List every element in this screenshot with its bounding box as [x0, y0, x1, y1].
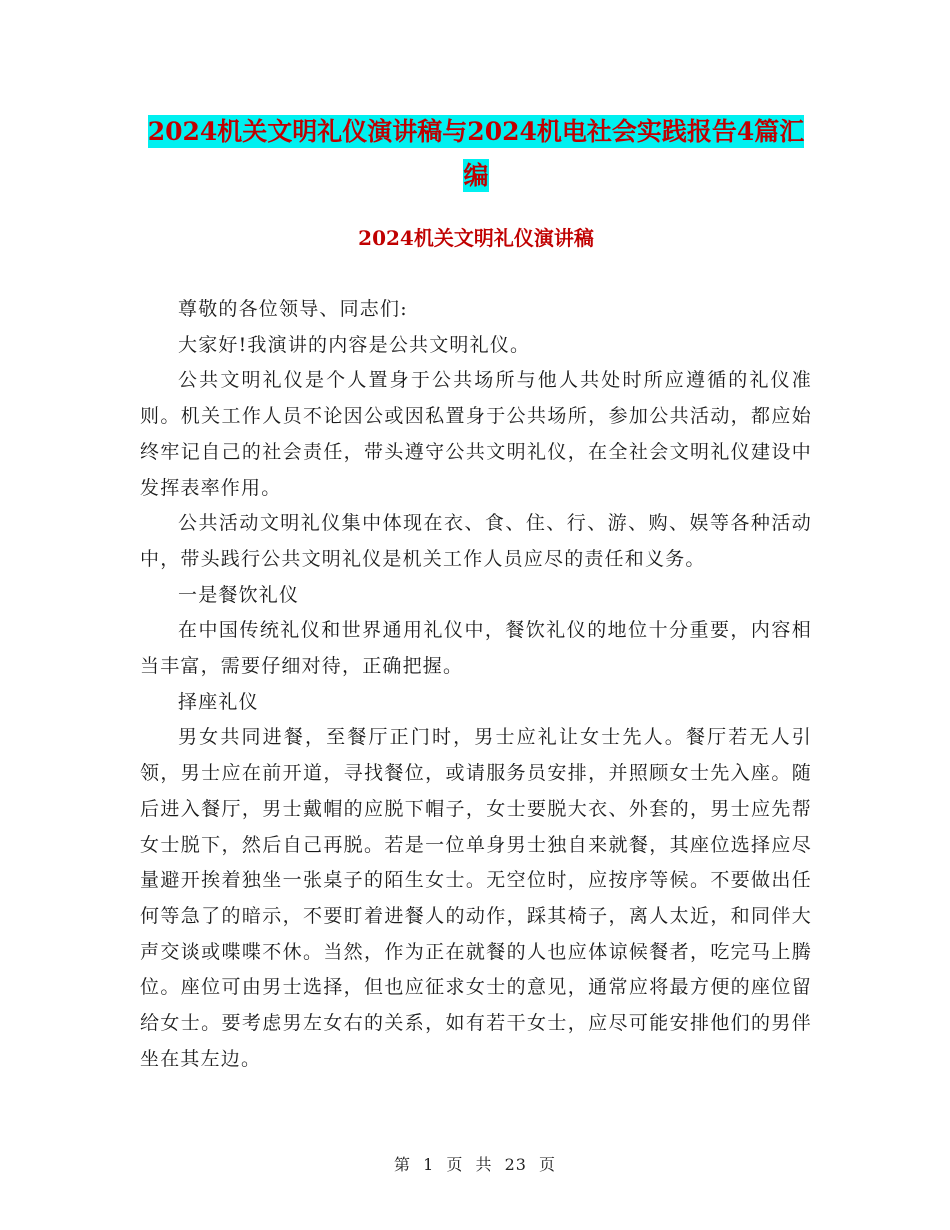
document-title-text: 2024机关文明礼仪演讲稿与2024机电社会实践报告4篇汇编: [147, 117, 805, 190]
footer-page-unit: 页: [446, 1155, 464, 1174]
subheading: 一是餐饮礼仪: [178, 583, 300, 606]
paragraph: 公共文明礼仪是个人置身于公共场所与他人共处时所应遵循的礼仪准则。机关工作人员不论因公或因私置身于公共场所，参加公共活动，都应始终牢记自己的社会责任，带头遵守公共文明礼仪，在全社会文明礼仪建设中发挥表率作用。: [140, 369, 812, 499]
document-title: [140, 110, 812, 198]
subheading: 择座礼仪: [178, 690, 259, 713]
footer-total-pages: 23: [504, 1155, 527, 1174]
paragraph-greeting: 大家好!我演讲的内容是公共文明礼仪。: [178, 333, 531, 356]
document-body: [140, 292, 812, 1077]
paragraph: 在中国传统礼仪和世界通用礼仪中，餐饮礼仪的地位十分重要，内容相当丰富，需要仔细对待，正确把握。: [140, 619, 812, 678]
footer-page-label: 第: [393, 1155, 411, 1174]
paragraph-salutation: 尊敬的各位领导、同志们:: [178, 298, 408, 320]
section-title: 2024机关文明礼仪演讲稿: [358, 226, 594, 250]
footer-current-page: 1: [423, 1155, 435, 1174]
paragraph: 公共活动文明礼仪集中体现在衣、食、住、行、游、购、娱等各种活动中，带头践行公共文明礼仪是机关工作人员应尽的责任和义务。: [140, 512, 812, 570]
footer-total-label: 共: [475, 1155, 493, 1174]
page-footer: [0, 1152, 950, 1175]
footer-total-unit: 页: [539, 1155, 557, 1174]
paragraph: 男女共同进餐，至餐厅正门时，男士应礼让女士先人。餐厅若无人引领，男士应在前开道，寻找餐位，或请服务员安排，并照顾女士先入座。随后进入餐厅，男士戴帽的应脱下帽子，女士要脱大衣、外套的，男士应先帮女士脱下，然后自己再脱。若是一位单身男士独自来就餐，其座位选择应尽量避开挨着独坐一张桌子的陌生女士。无空位时，应按序等候。不要做出任何等急了的暗示，不要盯着进餐人的动作，踩其椅子，离人太近，和同伴大声交谈或喋喋不休。当然，作为正在就餐的人也应体谅候餐者，吃完马上腾位。座位可由男士选择，但也应征求女士的意见，通常应将最方便的座位留给女士。要考虑男左女右的关系，如有若干女士，应尽可能安排他们的男伴坐在其左边。: [140, 726, 812, 1070]
